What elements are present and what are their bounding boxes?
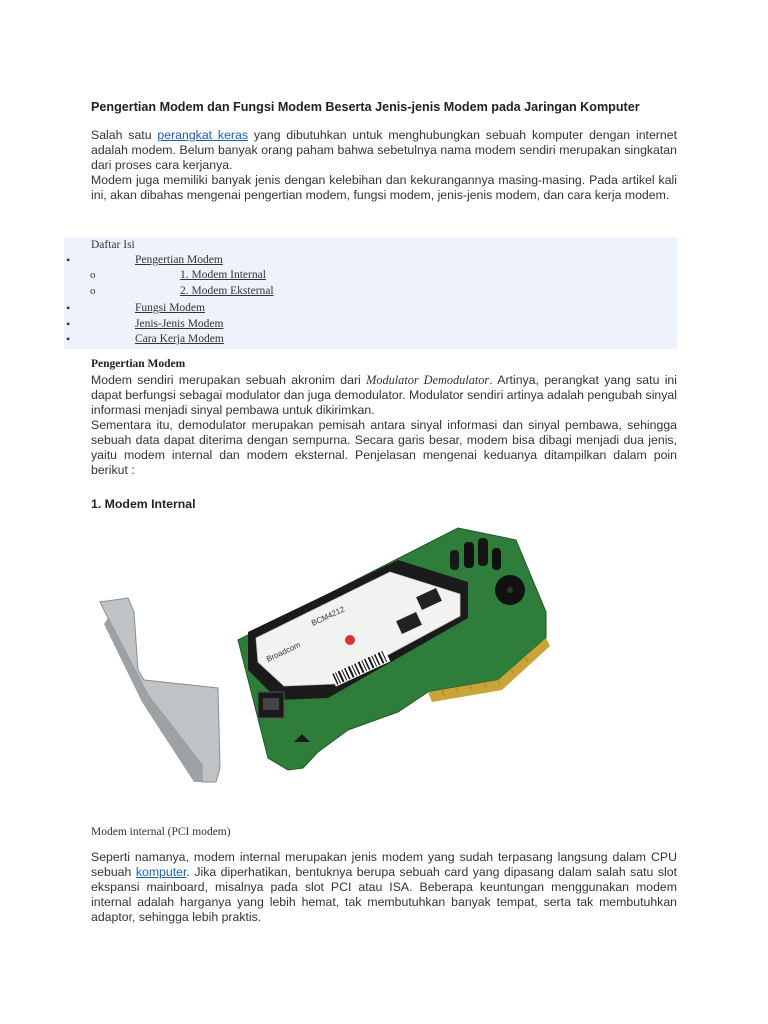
- figure-caption: Modem internal (PCI modem): [91, 826, 231, 838]
- label-logo-dot: [345, 635, 355, 645]
- intro-paragraph-2: Modem juga memiliki banyak jenis dengan kelebihan dan kekurangannya masing-masing. Pada artikel kali ini, akan dibahas mengenai pengertian modem, fungsi modem, jenis-jenis modem, dan cara kerja modem.: [91, 173, 677, 202]
- chip-brand-text: Broadcom: [265, 640, 302, 664]
- section1-text-cont: . Artinya, perangkat yang satu ini dapat berfungsi sebagai modulator dan juga demodulator. Modulator sendiri artinya adalah pengubah sinyal informasi menjadi sinyal pembawa untuk dikirimkan.: [91, 373, 677, 417]
- subsection1-text-cont: . Jika diperhatikan, bentuknya berupa sebuah card yang dipasang dalam salah satu slot ekspansi mainboard, misalnya pada slot PCI atau ISA. Beberapa keuntungan menggunakan modem internal adalah harganya yang lebih hemat, tak membutuhkan banyak tempat, serta tak membutuhkan adaptor, sehingga lebih praktis.: [91, 865, 678, 924]
- section1-text: Modem sendiri merupakan sebuah akronim dari: [91, 373, 367, 387]
- toc-item: [64, 333, 677, 349]
- toc-item: [64, 318, 677, 334]
- bullet-icon: •: [66, 301, 71, 315]
- circle-bullet-icon: o: [90, 269, 96, 281]
- phone-jack-opening: [263, 698, 279, 710]
- bullet-icon: •: [66, 317, 71, 331]
- metal-bracket: [100, 598, 220, 782]
- toc-item: [64, 254, 677, 270]
- intro-text-cont: yang dibutuhkan untuk menghubungkan sebuah komputer dengan internet adalah modem. Belum banyak orang paham bahwa sebetulnya nama modem sendiri merupakan singkatan dari proses cara kerjanya.: [91, 128, 677, 172]
- toc-link-fungsi-modem[interactable]: Fungsi Modem: [135, 302, 205, 314]
- toc-item: [64, 302, 677, 318]
- toc-link-modem-eksternal[interactable]: 2. Modem Eksternal: [180, 285, 274, 297]
- toc-link-pengertian-modem[interactable]: Pengertian Modem: [135, 254, 223, 266]
- bullet-icon: •: [66, 332, 71, 346]
- intro-text: Salah satu: [91, 128, 158, 142]
- toc-link-cara-kerja-modem[interactable]: Cara Kerja Modem: [135, 333, 224, 345]
- section1-paragraph-2: Sementara itu, demodulator merupakan pemisah antara sinyal informasi dan sinyal pembawa, sehingga sebuah data dapat diterima dengan sempurna. Secara garis besar, modem bisa dibagi menjadi dua jenis, yaitu modem internal dan modem eksternal. Penjelasan mengenai keduanya ditampilkan dalam poin berikut :: [91, 418, 677, 477]
- italic-term: Modulator Demodulator: [366, 373, 490, 387]
- toc-item: [64, 269, 677, 285]
- subsection-heading-modem-internal: 1. Modem Internal: [91, 497, 196, 511]
- link-perangkat-keras[interactable]: perangkat keras: [157, 128, 249, 142]
- table-of-contents: [64, 237, 677, 349]
- link-komputer[interactable]: komputer: [135, 865, 187, 879]
- section-heading-pengertian: Pengertian Modem: [91, 358, 186, 370]
- toc-link-modem-internal[interactable]: 1. Modem Internal: [180, 269, 266, 281]
- page-title: Pengertian Modem dan Fungsi Modem Beserta Jenis-jenis Modem pada Jaringan Komputer: [91, 100, 640, 114]
- section1-paragraph-1: [91, 373, 677, 418]
- intro-paragraph-1: [91, 128, 677, 173]
- pci-modem-card-image: [98, 520, 558, 790]
- toc-link-jenis-jenis-modem[interactable]: Jenis-Jenis Modem: [135, 318, 224, 330]
- chip-model-text: BCM4212: [310, 604, 347, 628]
- toc-item: [64, 285, 677, 301]
- toc-heading: Daftar Isi: [91, 239, 135, 251]
- bullet-icon: •: [66, 253, 71, 267]
- circle-bullet-icon: o: [90, 285, 96, 297]
- subsection1-text: Seperti namanya, modem internal merupakan jenis modem yang sudah terpasang langsung dalam CPU sebuah: [91, 850, 677, 879]
- subsection1-paragraph: [91, 850, 677, 925]
